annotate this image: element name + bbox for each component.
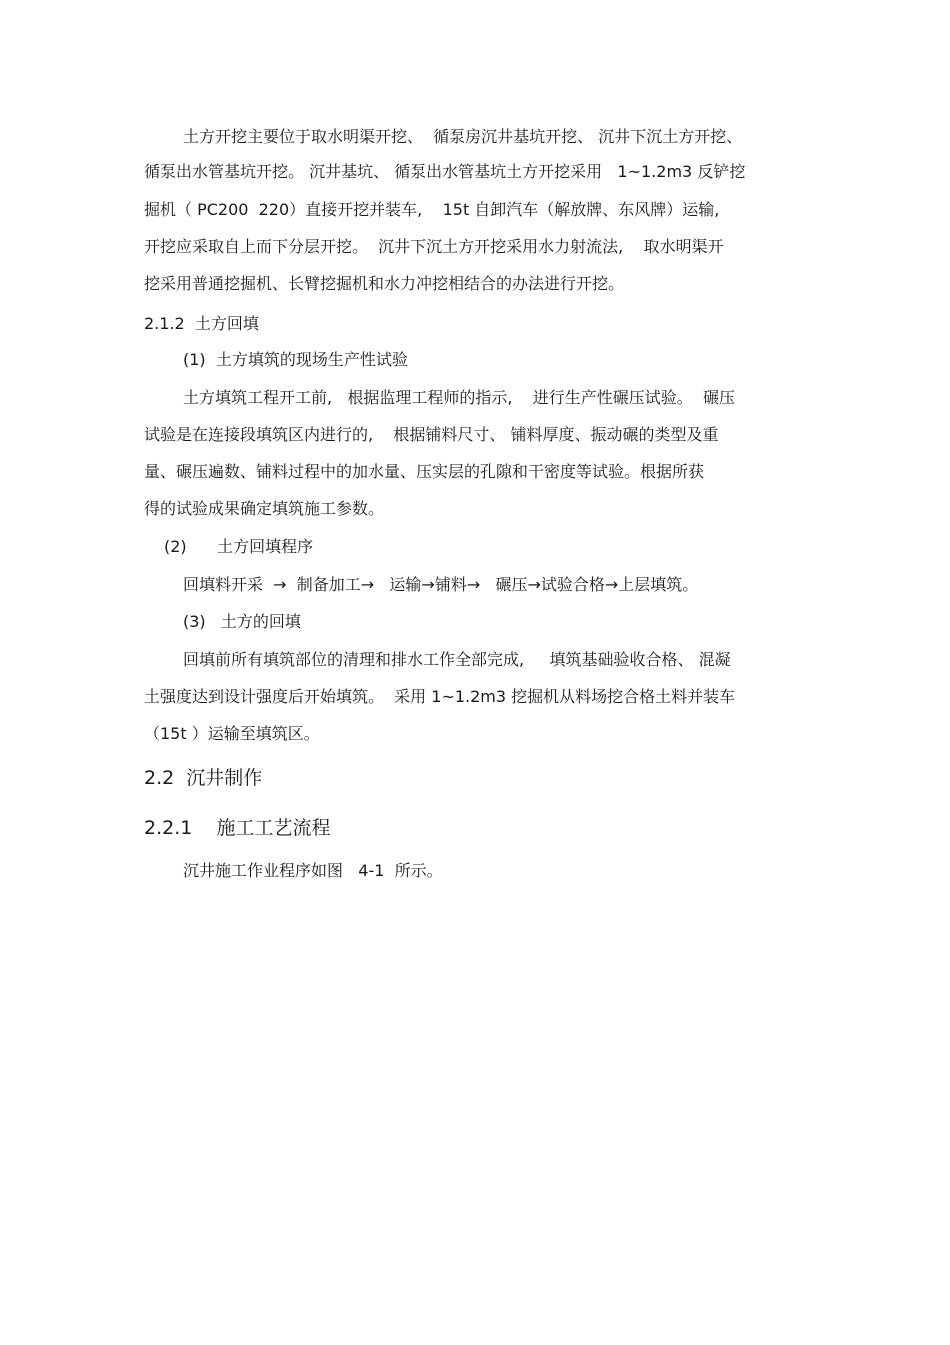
flow-line: 回填料开采 → 制备加工→ 运输→铺料→ 碾压→试验合格→上层填筑。 [183, 575, 699, 594]
para1-line-3: 掘机（ PC200 220）直接开挖并装车, 15t 自卸汽车（解放牌、东风牌）运输, [144, 200, 720, 219]
subsection-2-title: (2) 土方回填程序 [164, 537, 314, 556]
para1-line-5: 挖采用普通挖掘机、长臂挖掘机和水力冲挖相结合的办法进行开挖。 [144, 274, 625, 293]
para1-line-1: 土方开挖主要位于取水明渠开挖、 循泵房沉井基坑开挖、 沉井下沉土方开挖、 [183, 127, 743, 146]
para3-line-2: 土强度达到设计强度后开始填筑。 采用 1~1.2m3 挖掘机从料场挖合格土料并装车 [144, 687, 736, 706]
para1-line-2: 循泵出水管基坑开挖。 沉井基坑、 循泵出水管基坑土方开挖采用 1~1.2m3 反铲挖 [144, 162, 746, 181]
para2-line-1: 土方填筑工程开工前, 根据监理工程师的指示, 进行生产性碾压试验。 碾压 [183, 388, 735, 407]
para4: 沉井施工作业程序如图 4-1 所示。 [183, 861, 443, 880]
para2-line-3: 量、碾压遍数、铺料过程中的加水量、压实层的孔隙和干密度等试验。根据所获 [144, 462, 705, 481]
para3-line-1: 回填前所有填筑部位的清理和排水工作全部完成, 填筑基础验收合格、 混凝 [183, 650, 731, 669]
subsection-1-title: (1) 土方填筑的现场生产性试验 [183, 350, 408, 369]
subsection-3-title: (3) 土方的回填 [183, 612, 301, 631]
para2-line-2: 试验是在连接段填筑区内进行的, 根据铺料尺寸、 铺料厚度、振动碾的类型及重 [144, 425, 719, 444]
para1-line-4: 开挖应采取自上而下分层开挖。 沉井下沉土方开挖采用水力射流法, 取水明渠开 [144, 237, 724, 256]
para3-line-3: （15t ）运输至填筑区。 [144, 724, 320, 743]
section-heading-2-2-1: 2.2.1 施工工艺流程 [144, 817, 331, 839]
section-heading-2-2: 2.2 沉井制作 [144, 767, 263, 789]
section-heading-2-1-2: 2.1.2 土方回填 [144, 314, 259, 333]
para2-line-4: 得的试验成果确定填筑施工参数。 [144, 499, 385, 518]
